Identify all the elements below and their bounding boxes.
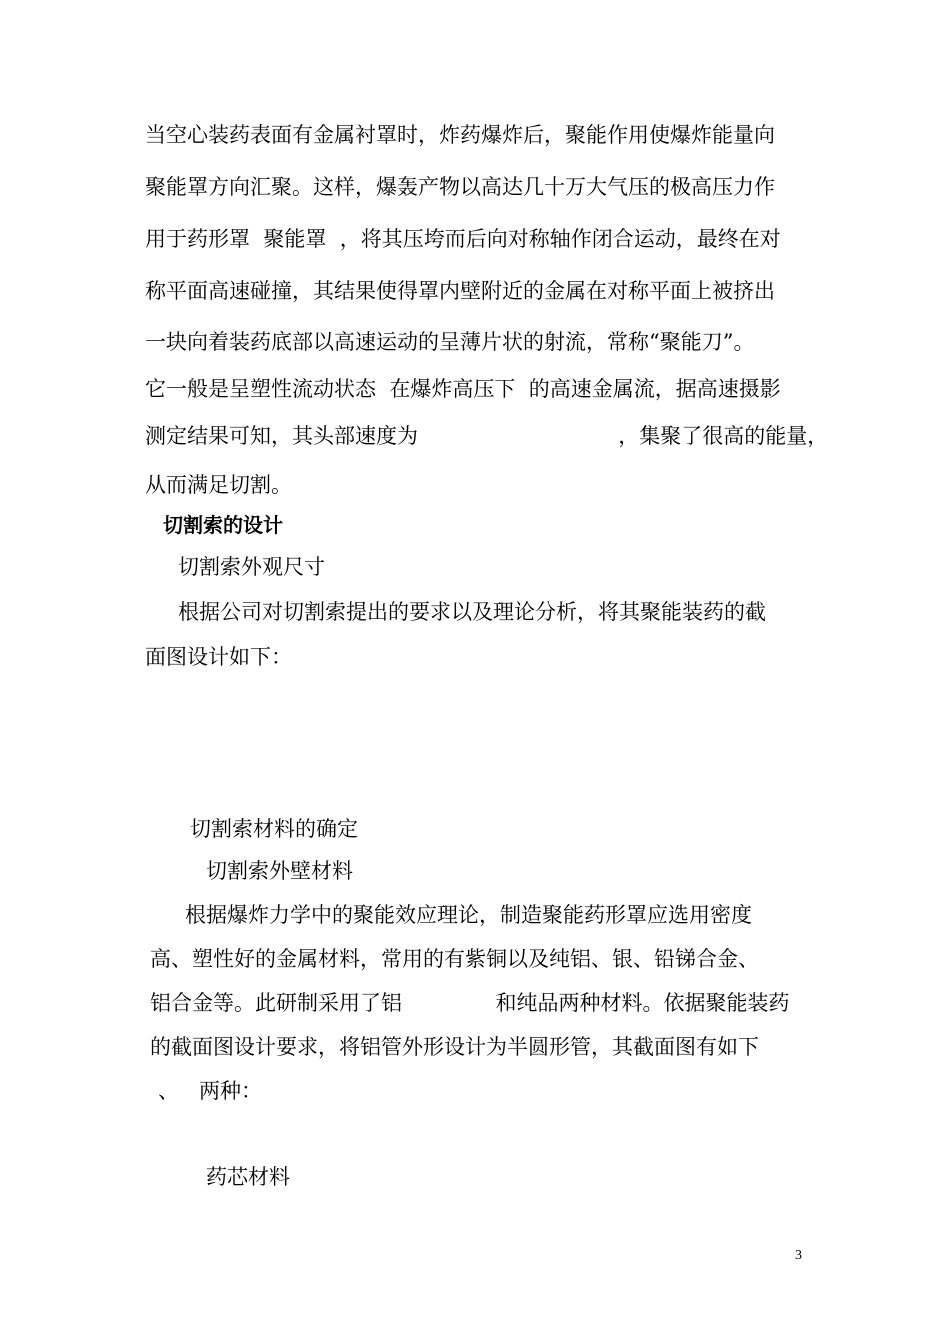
subheading-dimensions: 切割索外观尺寸 <box>178 555 325 579</box>
paragraph3-line-2: 高、塑性好的金属材料，常用的有紫铜以及纯铝、银、铅锑合金、 <box>150 947 759 971</box>
paragraph1-line-3: 用于药形罩 聚能罩 ，将其压垮而后向对称轴作闭合运动，最终在对 <box>145 227 781 251</box>
paragraph3-line-3: 铝合金等。此研制采用了铝 和纯品两种材料。依据聚能装药 <box>150 991 790 1015</box>
section-heading-design: 切割索的设计 <box>163 513 283 537</box>
paragraph2-line-1: 根据公司对切割索提出的要求以及理论分析，将其聚能装药的截 <box>178 600 766 624</box>
page-number: 3 <box>795 1248 802 1263</box>
paragraph1-line-2: 聚能罩方向汇聚。这样，爆轰产物以高达几十万大气压的极高压力作 <box>145 175 775 199</box>
paragraph3-line-4: 的截面图设计要求，将铝管外形设计为半圆形管，其截面图有如下 <box>150 1035 759 1059</box>
paragraph2-line-2: 面图设计如下： <box>145 645 292 669</box>
paragraph3-line-5: 、 两种： <box>158 1079 263 1103</box>
paragraph1-line-6: 它一般是呈塑性流动状态 在爆炸高压下 的高速金属流，据高速摄影 <box>145 377 781 401</box>
subheading-materials: 切割索材料的确定 <box>190 817 358 841</box>
subheading-outer-wall: 切割索外壁材料 <box>206 859 353 883</box>
subheading-core: 药芯材料 <box>206 1165 290 1189</box>
paragraph3-line-1: 根据爆炸力学中的聚能效应理论，制造聚能药形罩应选用密度 <box>185 903 752 927</box>
paragraph1-line-4: 称平面高速碰撞，其结果使得罩内壁附近的金属在对称平面上被挤出 <box>145 279 775 303</box>
paragraph1-line-5: 一块向着装药底部以高速运动的呈薄片状的射流，常称“聚能刀”。 <box>145 330 755 354</box>
paragraph1-line-7: 测定结果可知，其头部速度为 ，集聚了很高的能量， <box>145 424 829 448</box>
paragraph1-line-1: 当空心装药表面有金属衬罩时，炸药爆炸后，聚能作用使爆炸能量向 <box>145 123 775 147</box>
paragraph1-line-8: 从而满足切割。 <box>145 473 292 497</box>
